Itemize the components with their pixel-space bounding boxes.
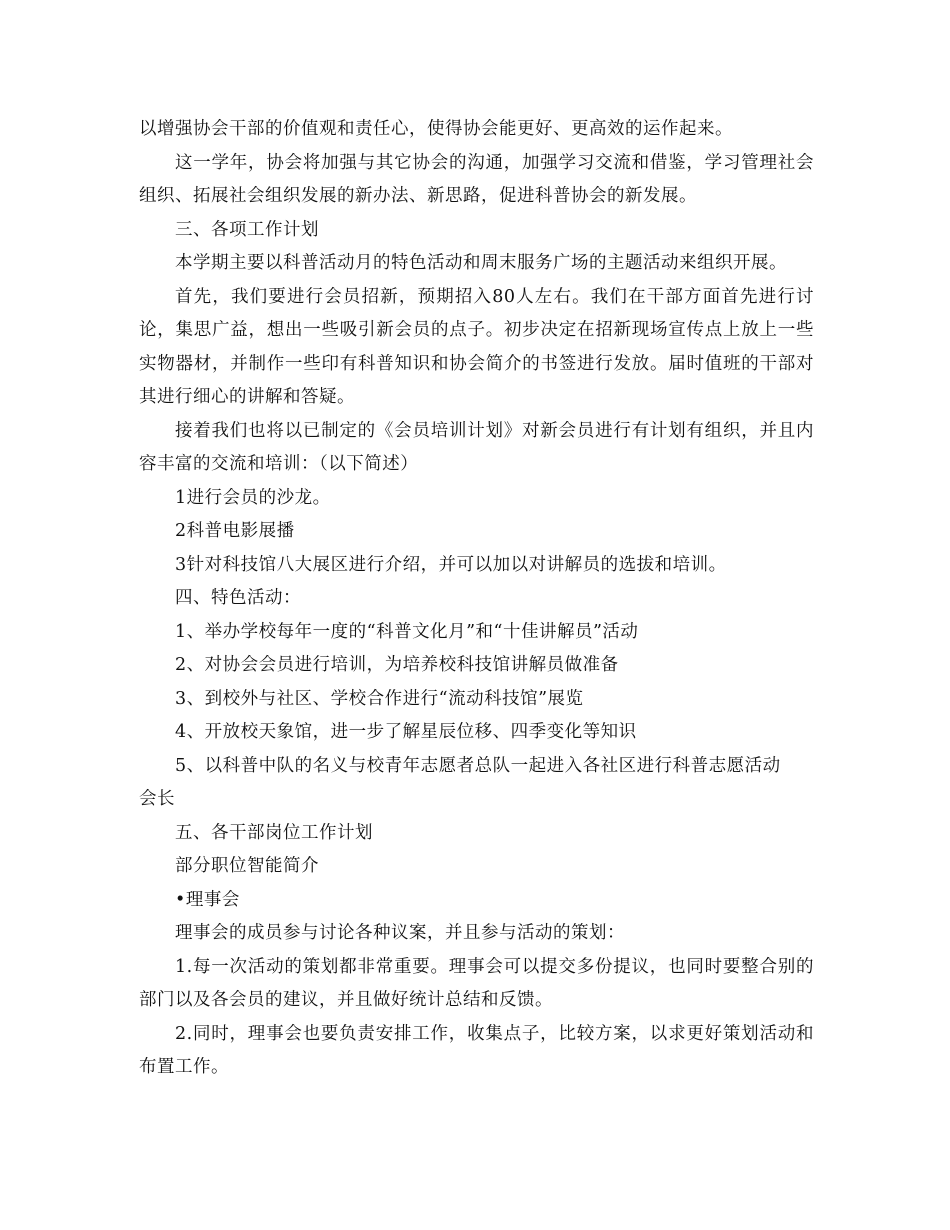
paragraph-2: 这一学年，协会将加强与其它协会的沟通，加强学习交流和借鉴，学习管理社会组织、拓展社会组织发展的新办法、新思路，促进科普协会的新发展。 [139,152,814,206]
activity-item-1: 1、举办学校每年一度的“科普文化月”和“十佳讲解员”活动 [175,621,639,642]
subheading-roles: 部分职位智能简介 [175,856,319,876]
activity-item-5: 5、以科普中队的名义与校青年志愿者总队一起进入各社区进行科普志愿活动 [175,755,781,776]
activity-item-2: 2、对协会会员进行培训，为培养校科技馆讲解员做准备 [175,655,619,675]
paragraph-council-intro: 理事会的成员参与讨论各种议案，并且参与活动的策划： [175,923,625,943]
paragraph-6: 接着我们也将以已制定的《会员培训计划》对新会员进行有计划有组织，并且内容丰富的交流和培训：（以下简述） [139,420,814,474]
list-item-1: 1进行会员的沙龙。 [175,487,331,508]
list-item-3: 3针对科技馆八大展区进行介绍，并可以加以对讲解员的选拔和培训。 [175,554,727,575]
council-item-2: 2.同时，理事会也要负责安排工作，收集点子，比较方案，以求更好策划活动和布置工作。 [139,1023,814,1077]
document-body [139,113,814,1085]
section-heading-5: 五、各干部岗位工作计划 [175,822,373,843]
activity-item-3: 3、到校外与社区、学校合作进行“流动科技馆”展览 [175,688,584,709]
activity-item-4: 4、开放校天象馆，进一步了解星辰位移、四季变化等知识 [175,722,637,742]
paragraph-1: 以增强协会干部的价值观和责任心，使得协会能更好、更高效的运作起来。 [139,119,733,139]
bullet-council: •理事会 [175,889,240,910]
section-heading-4: 四、特色活动： [175,588,301,608]
council-item-1: 1.每一次活动的策划都非常重要。理事会可以提交多份提议，也同时要整合别的部门以及各会员的建议，并且做好统计总结和反馈。 [139,956,814,1010]
paragraph-5: 首先，我们要进行会员招新，预期招入80人左右。我们在干部方面首先进行讨论，集思广益，想出一些吸引新会员的点子。初步决定在招新现场宣传点上放上一些实物器材，并制作一些印有科普知识和协会简介的书签进行发放。届时值班的干部对其进行细心的讲解和答疑。 [139,286,814,407]
section-heading-3: 三、各项工作计划 [175,219,319,240]
role-label-president: 会长 [139,789,175,809]
list-item-2: 2科普电影展播 [175,521,295,541]
paragraph-4: 本学期主要以科普活动月的特色活动和周末服务广场的主题活动来组织开展。 [175,253,787,273]
